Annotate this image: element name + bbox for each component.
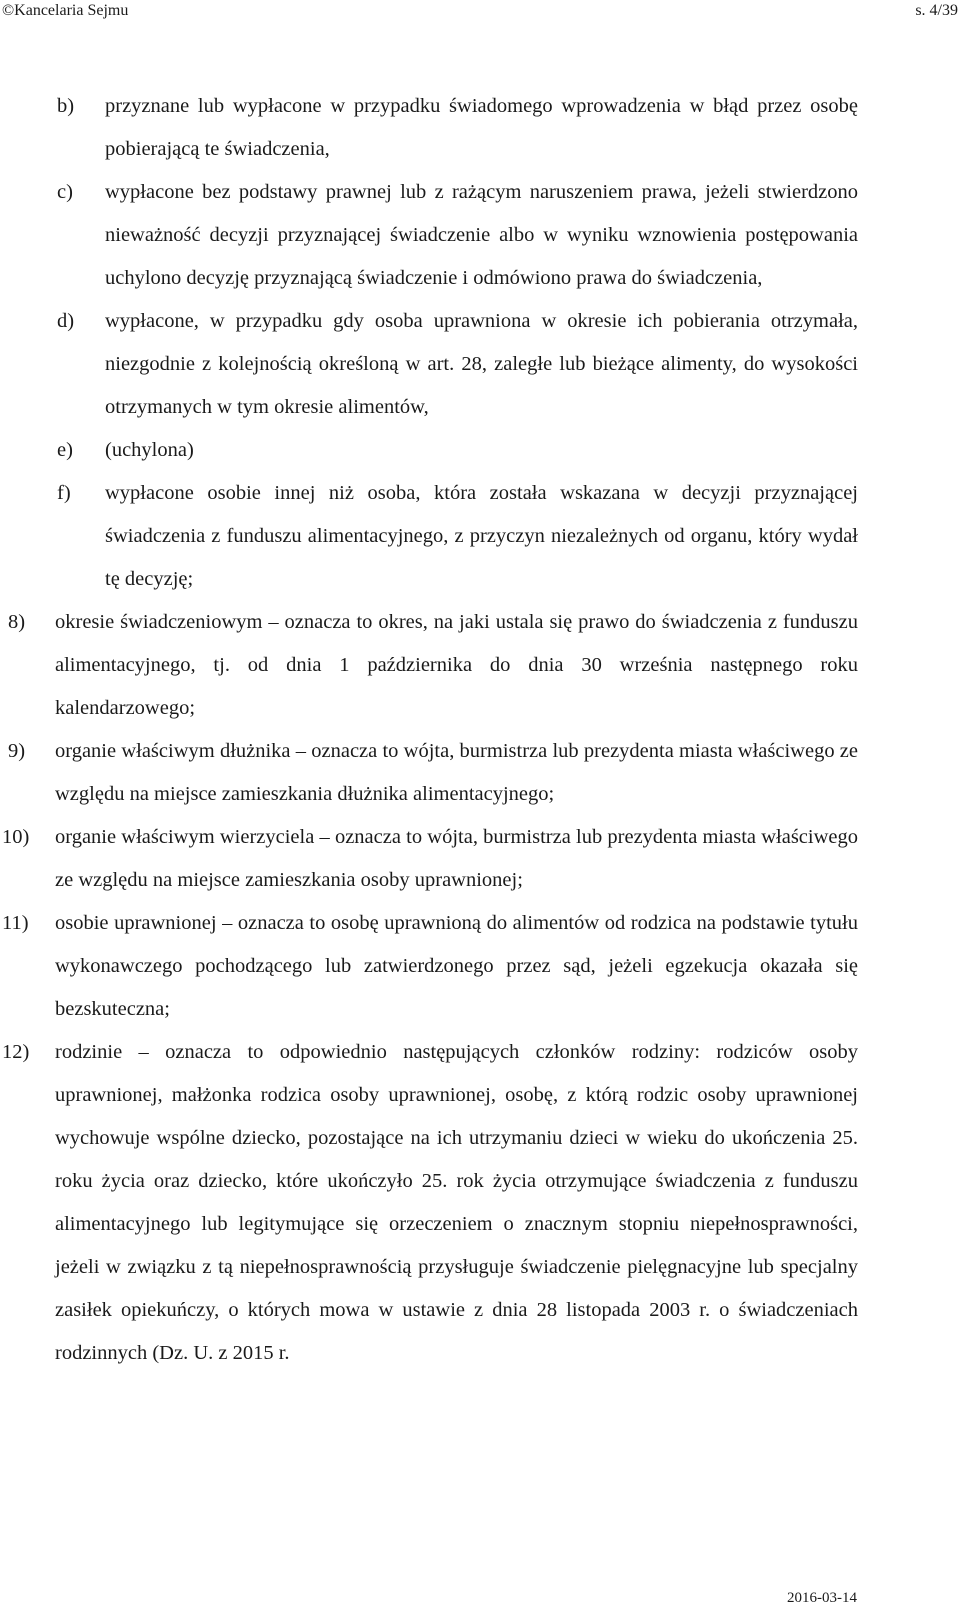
item-text: osobie uprawnionej – oznacza to osobę uprawnioną do alimentów od rodzica na podstawie tytułu wykonawczego pochodzącego lub zatwierdzonego przez sąd, jeżeli egzekucja okazała się bezskuteczna;	[55, 912, 858, 1020]
page-number: s. 4/39	[915, 2, 958, 19]
item-label: 11)	[2, 912, 29, 934]
item-label: 9)	[8, 740, 26, 762]
definition-item	[0, 1031, 960, 1375]
item-label: d)	[57, 310, 75, 332]
list-item	[0, 472, 960, 601]
list-item	[0, 429, 960, 472]
item-text: rodzinie – oznacza to odpowiednio następujących członków rodziny: rodziców osoby uprawnionej, małżonka rodzica osoby uprawnionej, osobę, z którą rodzic osoby uprawnionej wychowuje wspólne dziecko, pozostające na ich utrzymaniu dzieci w wieku do ukończenia 25. roku życia oraz dziecko, które ukończyło 25. rok życia otrzymujące świadczenia z funduszu alimentacyjnego lub legitymujące się orzeczeniem o znacznym stopniu niepełnosprawności, jeżeli w związku z tą niepełnosprawnością przysługuje świadczenie pielęgnacyjne lub specjalny zasiłek opiekuńczy, o których mowa w ustawie z dnia 28 listopada 2003 r. o świadczeniach rodzinnych (Dz. U. z 2015 r.	[55, 1041, 858, 1364]
item-label: 12)	[2, 1041, 30, 1063]
list-item	[0, 171, 960, 300]
item-text: wypłacone osobie innej niż osoba, która została wskazana w decyzji przyznającej świadczenia z funduszu alimentacyjnego, z przyczyn niezależnych od organu, który wydał tę decyzję;	[105, 482, 858, 590]
document-body	[0, 85, 960, 1375]
definition-item	[0, 816, 960, 902]
page-header	[0, 0, 960, 22]
item-text: wypłacone bez podstawy prawnej lub z rażącym naruszeniem prawa, jeżeli stwierdzono nieważność decyzji przyznającej świadczenie albo w wyniku wznowienia postępowania uchylono decyzję przyznającą świadczenie i odmówiono prawa do świadczenia,	[105, 181, 858, 289]
definition-item	[0, 601, 960, 730]
item-text: okresie świadczeniowym – oznacza to okres, na jaki ustala się prawo do świadczenia z funduszu alimentacyjnego, tj. od dnia 1 października do dnia 30 września następnego roku kalendarzowego;	[55, 611, 858, 719]
item-text: (uchylona)	[105, 439, 194, 461]
document-date: 2016-03-14	[787, 1590, 857, 1606]
item-text: przyznane lub wypłacone w przypadku świadomego wprowadzenia w błąd przez osobę pobierającą te świadczenia,	[105, 95, 858, 160]
item-text: organie właściwym dłużnika – oznacza to wójta, burmistrza lub prezydenta miasta właściwego ze względu na miejsce zamieszkania dłużnika alimentacyjnego;	[55, 740, 858, 805]
item-label: 10)	[2, 826, 30, 848]
item-label: e)	[57, 439, 73, 461]
item-text: organie właściwym wierzyciela – oznacza to wójta, burmistrza lub prezydenta miasta właściwego ze względu na miejsce zamieszkania osoby uprawnionej;	[55, 826, 858, 891]
copyright-notice: ©Kancelaria Sejmu	[2, 2, 129, 19]
item-label: c)	[57, 181, 73, 203]
item-label: b)	[57, 95, 75, 117]
list-item	[0, 85, 960, 171]
item-text: wypłacone, w przypadku gdy osoba uprawniona w okresie ich pobierania otrzymała, niezgodnie z kolejnością określoną w art. 28, zaległe lub bieżące alimenty, do wysokości otrzymanych w tym okresie alimentów,	[105, 310, 858, 418]
item-label: 8)	[8, 611, 26, 633]
item-label: f)	[57, 482, 71, 504]
list-item	[0, 300, 960, 429]
definition-item	[0, 730, 960, 816]
definition-item	[0, 902, 960, 1031]
